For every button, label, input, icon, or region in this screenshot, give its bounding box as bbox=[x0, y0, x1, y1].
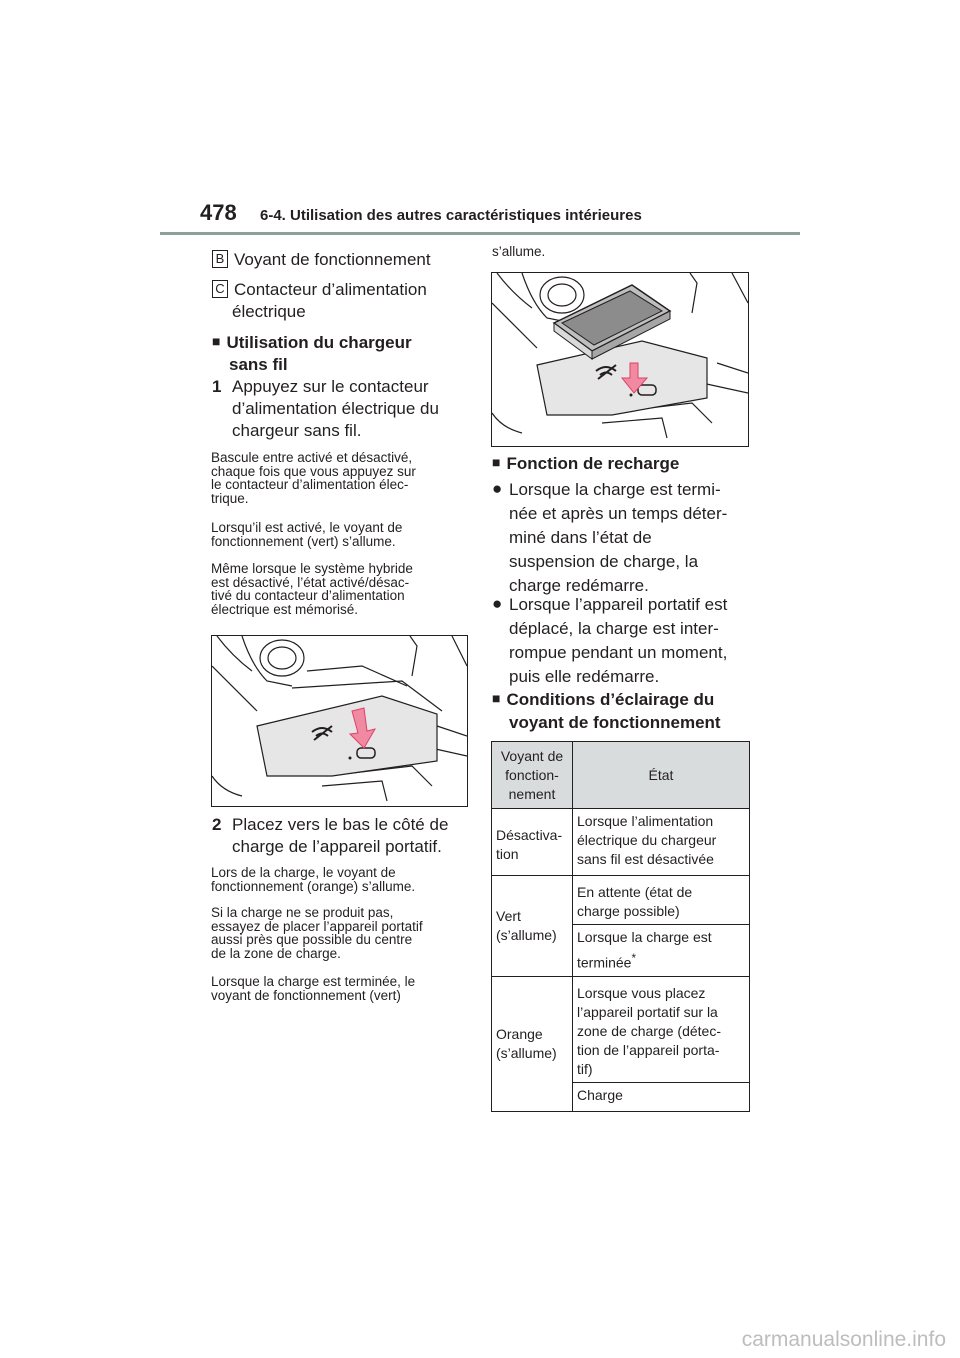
section-title: 6-4. Utilisation des autres caractéristiques intérieures bbox=[260, 207, 642, 224]
key-b: B bbox=[212, 250, 228, 268]
table-row bbox=[492, 976, 750, 1082]
square-bullet-icon: ■ bbox=[492, 454, 501, 470]
cell-orange-state-1: Lorsque vous placez l’appareil portatif sur la zone de charge (détec- tion de l’appareil porta- tif) bbox=[573, 976, 750, 1082]
bullet-dot-icon: ● bbox=[492, 479, 503, 498]
step-number: 1 bbox=[212, 377, 222, 396]
cell-orange: Orange (s’allume) bbox=[492, 976, 573, 1111]
bullet-restart: ● Lorsque la charge est termi- née et après un temps déter- miné dans l’état de suspension de charge, la charge redémarre. bbox=[492, 479, 728, 595]
cell-off-state: Lorsque l’alimentation électrique du chargeur sans fil est désactivée bbox=[573, 809, 750, 876]
table-header-row bbox=[492, 742, 750, 809]
cell-green-state-2: Lorsque la charge est terminée* bbox=[573, 925, 750, 977]
step-1: 1 Appuyez sur le contacteur d’alimentation électrique du chargeur sans fil. bbox=[212, 377, 439, 440]
illustration-press-switch bbox=[211, 635, 468, 807]
cell-off: Désactiva- tion bbox=[492, 809, 573, 876]
step-2: 2 Placez vers le bas le côté de charge de l’appareil portatif. bbox=[212, 815, 449, 856]
key-c: C bbox=[212, 280, 228, 298]
item-b: B Voyant de fonctionnement bbox=[212, 249, 431, 271]
footnote-mark: * bbox=[631, 952, 637, 965]
cell-orange-state-2: Charge bbox=[573, 1082, 750, 1111]
step-number: 2 bbox=[212, 815, 222, 834]
watermark: carmanualsonline.info bbox=[741, 1328, 946, 1351]
header-rule bbox=[160, 232, 800, 235]
square-bullet-icon: ■ bbox=[212, 333, 221, 349]
bullet-dot-icon: ● bbox=[492, 594, 503, 613]
illustration-place-device bbox=[491, 272, 749, 447]
charge-area bbox=[257, 696, 437, 776]
page-number: 478 bbox=[200, 200, 237, 225]
table-row bbox=[492, 809, 750, 876]
heading-wireless-charger-use: ■ Utilisation du chargeur sans fil bbox=[212, 333, 412, 374]
header-lamp: Voyant de fonction- nement bbox=[492, 742, 573, 809]
header-state: État bbox=[573, 742, 750, 809]
note-no-charge: Si la charge ne se produit pas, essayez de placer l’appareil portatif aussi près que possible du centre de la zone de charge. bbox=[211, 905, 423, 961]
item-c: C Contacteur d’alimentation électrique bbox=[212, 279, 427, 323]
bullet-moved: ● Lorsque l’appareil portatif est déplacé, la charge est inter- rompue pendant un moment, puis elle redémarre. bbox=[492, 594, 728, 686]
continued-text: s’allume. bbox=[492, 244, 546, 259]
note-green-lamp: Lorsqu’il est activé, le voyant de fonctionnement (vert) s’allume. bbox=[211, 520, 403, 549]
note-orange-lamp: Lors de la charge, le voyant de fonctionnement (orange) s’allume. bbox=[211, 865, 416, 894]
heading-recharge-function: ■ Fonction de recharge bbox=[492, 454, 680, 473]
lamp-conditions-table bbox=[491, 741, 750, 1112]
note-memory: Même lorsque le système hybride est désactivé, l’état activé/désac- tivé du contacteur d’alimentation électrique est mémorisé. bbox=[211, 561, 413, 617]
cell-green-state-1: En attente (état de charge possible) bbox=[573, 876, 750, 925]
table-row bbox=[492, 876, 750, 925]
cell-green: Vert (s’allume) bbox=[492, 876, 573, 977]
note-charge-complete: Lorsque la charge est terminée, le voyant de fonctionnement (vert) bbox=[211, 974, 416, 1003]
heading-lighting-conditions: ■ Conditions d’éclairage du voyant de fonctionnement bbox=[492, 690, 721, 732]
note-toggle: Bascule entre activé et désactivé, chaque fois que vous appuyez sur le contacteur d’alimentation élec- trique. bbox=[211, 450, 416, 506]
square-bullet-icon: ■ bbox=[492, 690, 501, 706]
